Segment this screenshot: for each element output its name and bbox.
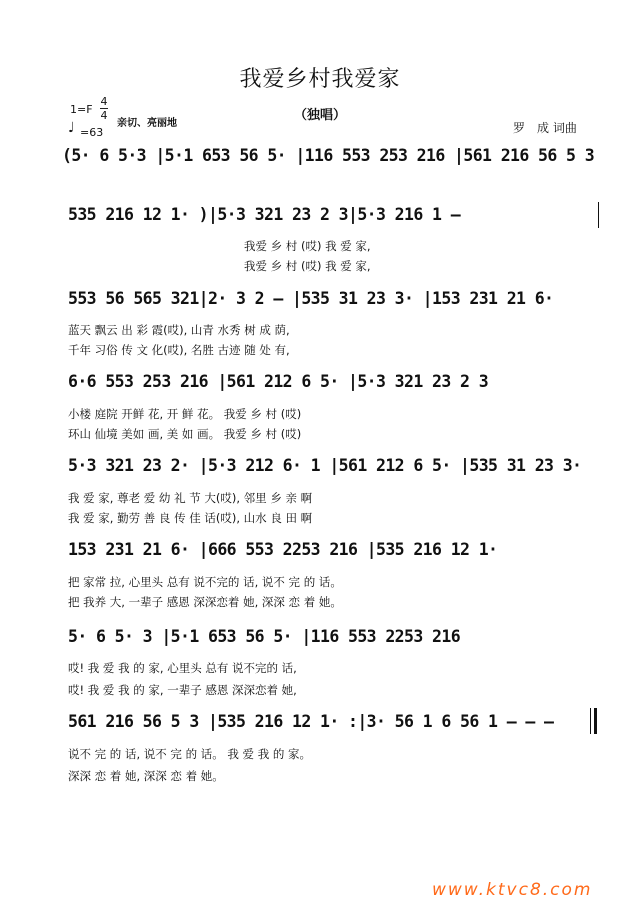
notation-row-4: 6·6 553 253 216 |561 212 6 5· |5·3 321 23 2 3 [68, 372, 489, 391]
lyric-row-6-verse-2: 把 我养 大, 一辈子 感恩 深深恋着 她, 深深 恋 着 她。 [68, 595, 342, 609]
lyric-row-8-verse-2: 深深 恋 着 她, 深深 恋 着 她。 [68, 769, 224, 783]
website-watermark: www.ktvc8.com [432, 880, 593, 900]
final-barline-thin [590, 708, 591, 734]
notation-row-5: 5·3 321 23 2· |5·3 212 6· 1 |561 212 6 5· |535 31 23 3· [68, 456, 582, 475]
lyric-row-5-verse-1: 我 爱 家, 尊老 爱 幼 礼 节 大(哎), 邻里 乡 亲 啊 [68, 491, 313, 505]
notation-row-1: (5· 6 5·3 |5·1 653 56 5· |116 553 253 216 |561 216 56 5 3 [62, 146, 595, 165]
song-title: 我爱乡村我爱家 [239, 67, 401, 92]
notation-row-7: 5· 6 5· 3 |5·1 653 56 5· |116 553 2253 216 [68, 627, 461, 646]
lyric-row-6-verse-1: 把 家常 拉, 心里头 总有 说不完的 话, 说不 完 的 话。 [68, 575, 342, 589]
performance-style: 亲切、亮丽地 [117, 118, 177, 129]
lyric-row-2-verse-2: 我爱 乡 村 (哎) 我 爱 家, [244, 259, 371, 273]
notation-row-2: 535 216 12 1· )|5·3 321 23 2 3|5·3 216 1 – [68, 205, 461, 224]
lyric-row-4-verse-2: 环山 仙境 美如 画, 美 如 画。 我爱 乡 村 (哎) [68, 427, 302, 441]
tempo-mark: =63 [80, 126, 104, 139]
quarter-note-icon: ♩ [68, 120, 75, 136]
song-subtitle: （独唱） [293, 108, 346, 123]
credit: 罗 成 词曲 [513, 121, 577, 135]
lyric-row-3-verse-2: 千年 习俗 传 文 化(哎), 名胜 古迹 随 处 有, [68, 343, 290, 357]
time-signature-top: 4 [100, 95, 108, 108]
lyric-row-4-verse-1: 小楼 庭院 开鲜 花, 开 鲜 花。 我爱 乡 村 (哎) [68, 407, 302, 421]
final-barline [594, 708, 597, 734]
notation-row-8: 561 216 56 5 3 |535 216 12 1· :|3· 56 1 6 56 1 – – – [68, 712, 554, 731]
lyric-row-8-verse-1: 说不 完 的 话, 说不 完 的 话。 我 爱 我 的 家。 [68, 747, 312, 761]
notation-row-6: 153 231 21 6· |666 553 2253 216 |535 216 12 1· [68, 540, 498, 559]
key-signature: 1=F [70, 103, 93, 116]
time-signature [100, 96, 108, 121]
time-signature-bottom: 4 [100, 109, 108, 122]
lyric-row-3-verse-1: 蓝天 飘云 出 彩 霞(哎), 山青 水秀 树 成 荫, [68, 323, 290, 337]
lyric-row-7-verse-2: 哎! 我 爱 我 的 家, 一辈子 感恩 深深恋着 她, [68, 683, 297, 697]
lyric-row-7-verse-1: 哎! 我 爱 我 的 家, 心里头 总有 说不完的 话, [68, 661, 297, 675]
lyric-row-2-verse-1: 我爱 乡 村 (哎) 我 爱 家, [244, 239, 371, 253]
lyric-row-5-verse-2: 我 爱 家, 勤劳 善 良 传 佳 话(哎), 山水 良 田 啊 [68, 511, 313, 525]
row-2-end-barline [598, 202, 599, 228]
notation-row-3: 553 56 565 321|2· 3 2 – |535 31 23 3· |153 231 21 6· [68, 289, 554, 308]
